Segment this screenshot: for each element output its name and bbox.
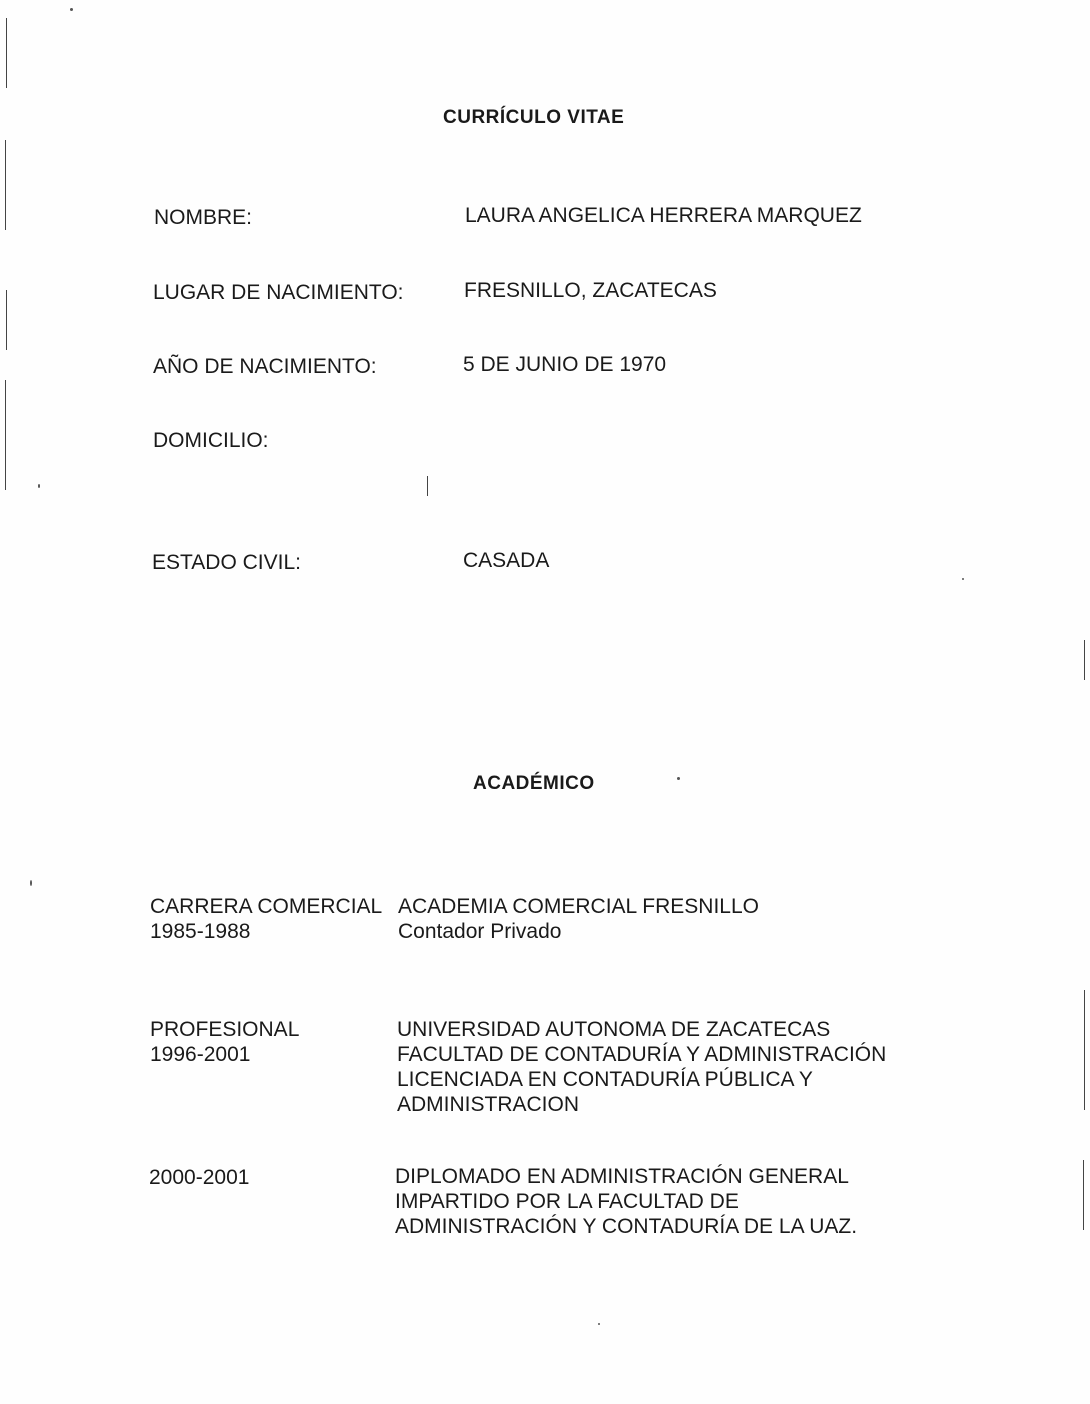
academic-heading: ACADÉMICO [473,773,595,794]
academic-entry-2-right [397,1017,886,1117]
scan-edge-mark [1084,990,1085,1110]
civil-status-value: CASADA [463,549,550,572]
scan-speck [70,8,73,11]
scan-speck [962,578,964,580]
academic-entry-1-right [398,894,759,944]
academic-entry-line: ADMINISTRACION [397,1093,580,1116]
scan-edge-mark [1083,1160,1084,1230]
academic-entry-line: 1985-1988 [150,920,251,943]
academic-entry-1-left [150,894,382,944]
birthyear-value: 5 DE JUNIO DE 1970 [463,353,667,376]
academic-entry-3-left [149,1165,249,1190]
scan-speck [598,1323,600,1325]
scan-edge-mark [6,290,7,350]
academic-entry-2-left [150,1017,299,1067]
academic-entry-line: Contador Privado [398,920,562,943]
scan-edge-mark [1084,640,1085,680]
name-label: NOMBRE: [154,206,253,229]
page-title: CURRÍCULO VITAE [443,107,625,128]
civil-status-label: ESTADO CIVIL: [152,551,301,574]
address-label: DOMICILIO: [153,429,269,452]
scan-edge-mark [5,140,6,230]
scan-edge-mark [5,380,6,490]
birthplace-value: FRESNILLO, ZACATECAS [464,279,717,302]
scan-speck [30,880,32,886]
academic-entry-3-right [395,1164,857,1239]
birthplace-label: LUGAR DE NACIMIENTO: [153,281,404,304]
scan-edge-mark [6,18,7,88]
scan-speck [38,484,40,488]
birthyear-label: AÑO DE NACIMIENTO: [153,355,377,378]
academic-entry-line: PROFESIONAL [150,1018,300,1041]
academic-entry-line: CARRERA COMERCIAL [150,895,383,918]
name-value: LAURA ANGELICA HERRERA MARQUEZ [465,204,862,227]
academic-entry-line: UNIVERSIDAD AUTONOMA DE ZACATECAS [397,1018,831,1041]
scan-speck [677,777,680,780]
academic-entry-line: FACULTAD DE CONTADURÍA Y ADMINISTRACIÓN [397,1043,887,1066]
academic-entry-line: DIPLOMADO EN ADMINISTRACIÓN GENERAL [395,1165,849,1188]
scan-edge-mark [427,476,428,496]
academic-entry-line: 2000-2001 [149,1166,250,1189]
academic-entry-line: ACADEMIA COMERCIAL FRESNILLO [398,895,759,918]
academic-entry-line: 1996-2001 [150,1043,251,1066]
academic-entry-line: LICENCIADA EN CONTADURÍA PÚBLICA Y [397,1068,813,1091]
academic-entry-line: ADMINISTRACIÓN Y CONTADURÍA DE LA UAZ. [395,1215,858,1238]
academic-entry-line: IMPARTIDO POR LA FACULTAD DE [395,1190,739,1213]
